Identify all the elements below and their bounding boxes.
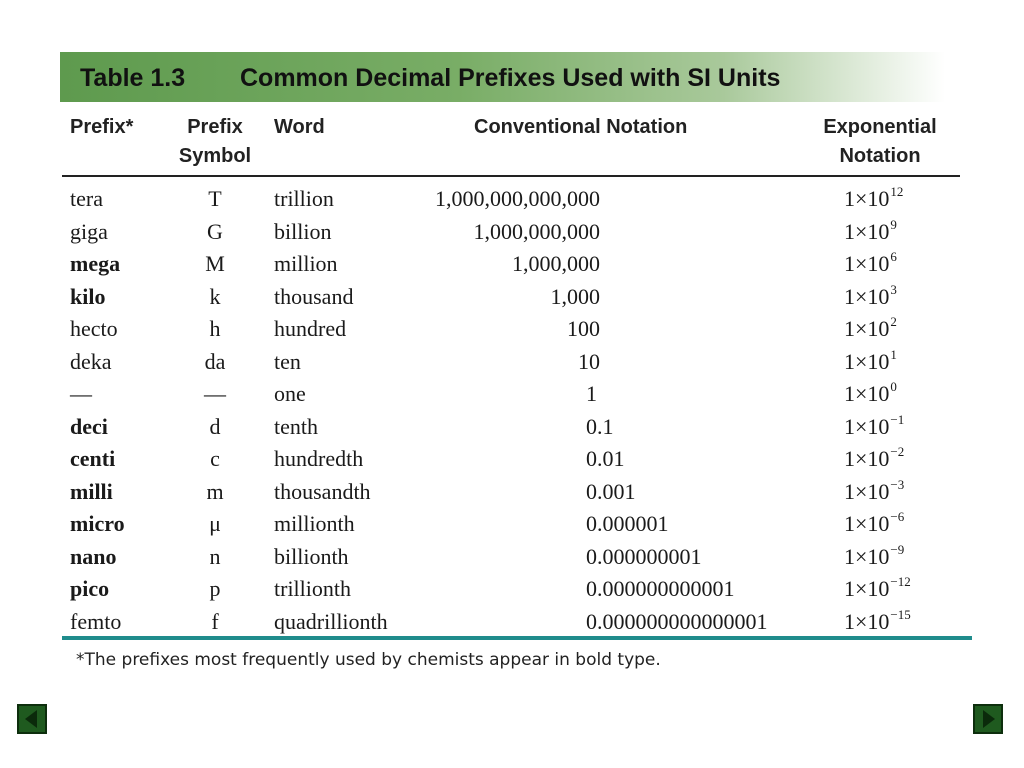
table-row [0,217,1024,250]
header-word [274,113,325,142]
conventional-cell: 0.000000001 [586,543,702,569]
title-bar [60,52,945,102]
symbol-cell: μ [209,511,221,536]
conventional-cell: 1,000,000,000 [473,218,600,244]
conventional-cell: 0.000000000001 [586,576,735,601]
table-row [0,509,1024,542]
exponential-cell [844,411,905,440]
exponential-cell [844,216,897,245]
word-cell: hundredth [274,446,364,471]
table-row [0,574,1024,607]
exponential-mantissa: 1×10 [844,186,890,211]
exponential-cell [844,541,905,570]
symbol-cell: f [211,608,219,634]
prefix-cell: — [70,381,92,406]
table-number: Table 1.3 [80,64,186,92]
word-cell: trillion [274,186,334,211]
table-row [0,412,1024,445]
exponential-power: −9 [890,541,905,557]
header-prefix-line2: Prefix* [70,116,134,138]
word-cell: ten [274,348,301,374]
table-bottom-rule [62,636,972,640]
conventional-cell: 0.000001 [586,511,669,536]
word-cell: million [274,251,338,276]
exponential-mantissa: 1×10 [844,413,890,439]
exponential-cell [844,186,903,212]
header-rule [62,175,960,177]
table-row [0,184,1024,217]
symbol-cell: h [209,316,221,341]
exponential-mantissa: 1×10 [844,218,890,244]
table-row [0,444,1024,477]
exponential-power: −3 [890,476,905,492]
header-exponential-line2: Notation [839,145,921,167]
header-symbol-line1: Prefix [187,116,243,138]
exponential-cell [844,446,904,472]
exponential-cell [844,346,897,375]
word-cell: quadrillionth [274,608,388,634]
symbol-cell: da [204,348,226,374]
prefix-cell: hecto [70,316,118,341]
triangle-right-icon [975,706,1001,732]
symbol-cell: T [208,186,222,211]
table-row [0,249,1024,282]
table-row [0,542,1024,575]
header-word-line2: Word [274,116,325,138]
prefix-cell: deci [70,413,108,439]
exponential-mantissa: 1×10 [844,251,890,276]
prefix-cell: mega [70,251,121,276]
word-cell: billionth [274,543,349,569]
symbol-cell: M [205,251,225,276]
footnote: *The prefixes most frequently used by chemists appear in bold type. [76,650,661,670]
prefix-cell: micro [70,511,125,536]
exponential-mantissa: 1×10 [844,478,890,504]
table-row [0,607,1024,640]
prefix-cell: tera [70,186,103,211]
header-prefix [70,113,133,142]
symbol-cell: d [209,413,221,439]
word-cell: billion [274,218,332,244]
symbol-cell: — [204,381,226,406]
exponential-power: −15 [890,606,911,622]
conventional-cell: 1,000,000 [512,251,600,276]
exponential-cell [844,281,897,310]
exponential-mantissa: 1×10 [844,348,890,374]
conventional-cell: 0.1 [586,413,614,439]
exponential-power: 6 [890,249,897,264]
prefix-cell: centi [70,446,116,471]
symbol-cell: p [209,576,221,601]
prefix-cell: femto [70,608,122,634]
conventional-cell: 100 [567,316,600,341]
exponential-power: 12 [890,184,904,199]
symbol-cell: G [207,218,223,244]
symbol-cell: c [210,446,220,471]
exponential-power: 1 [890,346,897,362]
word-cell: trillionth [274,576,351,601]
word-cell: hundred [274,316,347,341]
exponential-power: 3 [890,281,897,297]
prefix-cell: nano [70,543,117,569]
prefix-cell: kilo [70,283,106,309]
word-cell: tenth [274,413,318,439]
prefix-cell: giga [70,218,108,244]
table-row [0,347,1024,380]
exponential-power: −6 [890,509,905,524]
table-row [0,379,1024,412]
exponential-power: 2 [890,314,897,329]
exponential-cell [844,476,905,505]
header-symbol [170,113,260,171]
next-slide-button[interactable] [973,704,1003,734]
header-exponential-line1: Exponential [823,116,937,138]
exponential-mantissa: 1×10 [844,316,890,341]
conventional-cell: 0.01 [586,446,625,471]
table-row [0,282,1024,315]
exponential-cell [844,576,911,602]
table-row [0,314,1024,347]
conventional-cell: 0.000000000000001 [586,608,768,634]
conventional-cell: 0.001 [586,478,636,504]
exponential-cell [844,381,897,407]
word-cell: millionth [274,511,355,536]
exponential-cell [844,606,911,635]
triangle-left-icon [19,706,45,732]
exponential-mantissa: 1×10 [844,608,890,634]
prefix-cell: pico [70,576,110,601]
exponential-mantissa: 1×10 [844,381,890,406]
exponential-cell [844,316,897,342]
header-exponential [810,113,950,171]
word-cell: thousand [274,283,354,309]
conventional-cell: 10 [578,348,600,374]
exponential-mantissa: 1×10 [844,543,890,569]
symbol-cell: n [209,543,221,569]
prefix-cell: deka [70,348,112,374]
header-conventional [474,113,687,142]
conventional-cell: 1,000,000,000,000 [435,186,600,211]
exponential-power: 0 [890,379,897,394]
symbol-cell: m [206,478,224,504]
exponential-cell [844,251,897,277]
exponential-power: −1 [890,411,905,427]
symbol-cell: k [209,283,221,309]
exponential-power: −2 [890,444,905,459]
exponential-cell [844,511,904,537]
exponential-mantissa: 1×10 [844,446,890,471]
header-conventional-line2: Conventional Notation [474,116,688,138]
exponential-mantissa: 1×10 [844,511,890,536]
prefix-table-body [0,184,1024,639]
exponential-power: −12 [890,574,911,589]
previous-slide-button[interactable] [17,704,47,734]
header-symbol-line2: Symbol [178,145,252,167]
word-cell: thousandth [274,478,371,504]
table-title: Common Decimal Prefixes Used with SI Units [240,64,781,92]
word-cell: one [274,381,306,406]
conventional-cell: 1 [586,381,597,406]
table-row [0,477,1024,510]
exponential-mantissa: 1×10 [844,576,890,601]
prefix-cell: milli [70,478,113,504]
exponential-power: 9 [890,216,897,232]
exponential-mantissa: 1×10 [844,283,890,309]
conventional-cell: 1,000 [550,283,600,309]
